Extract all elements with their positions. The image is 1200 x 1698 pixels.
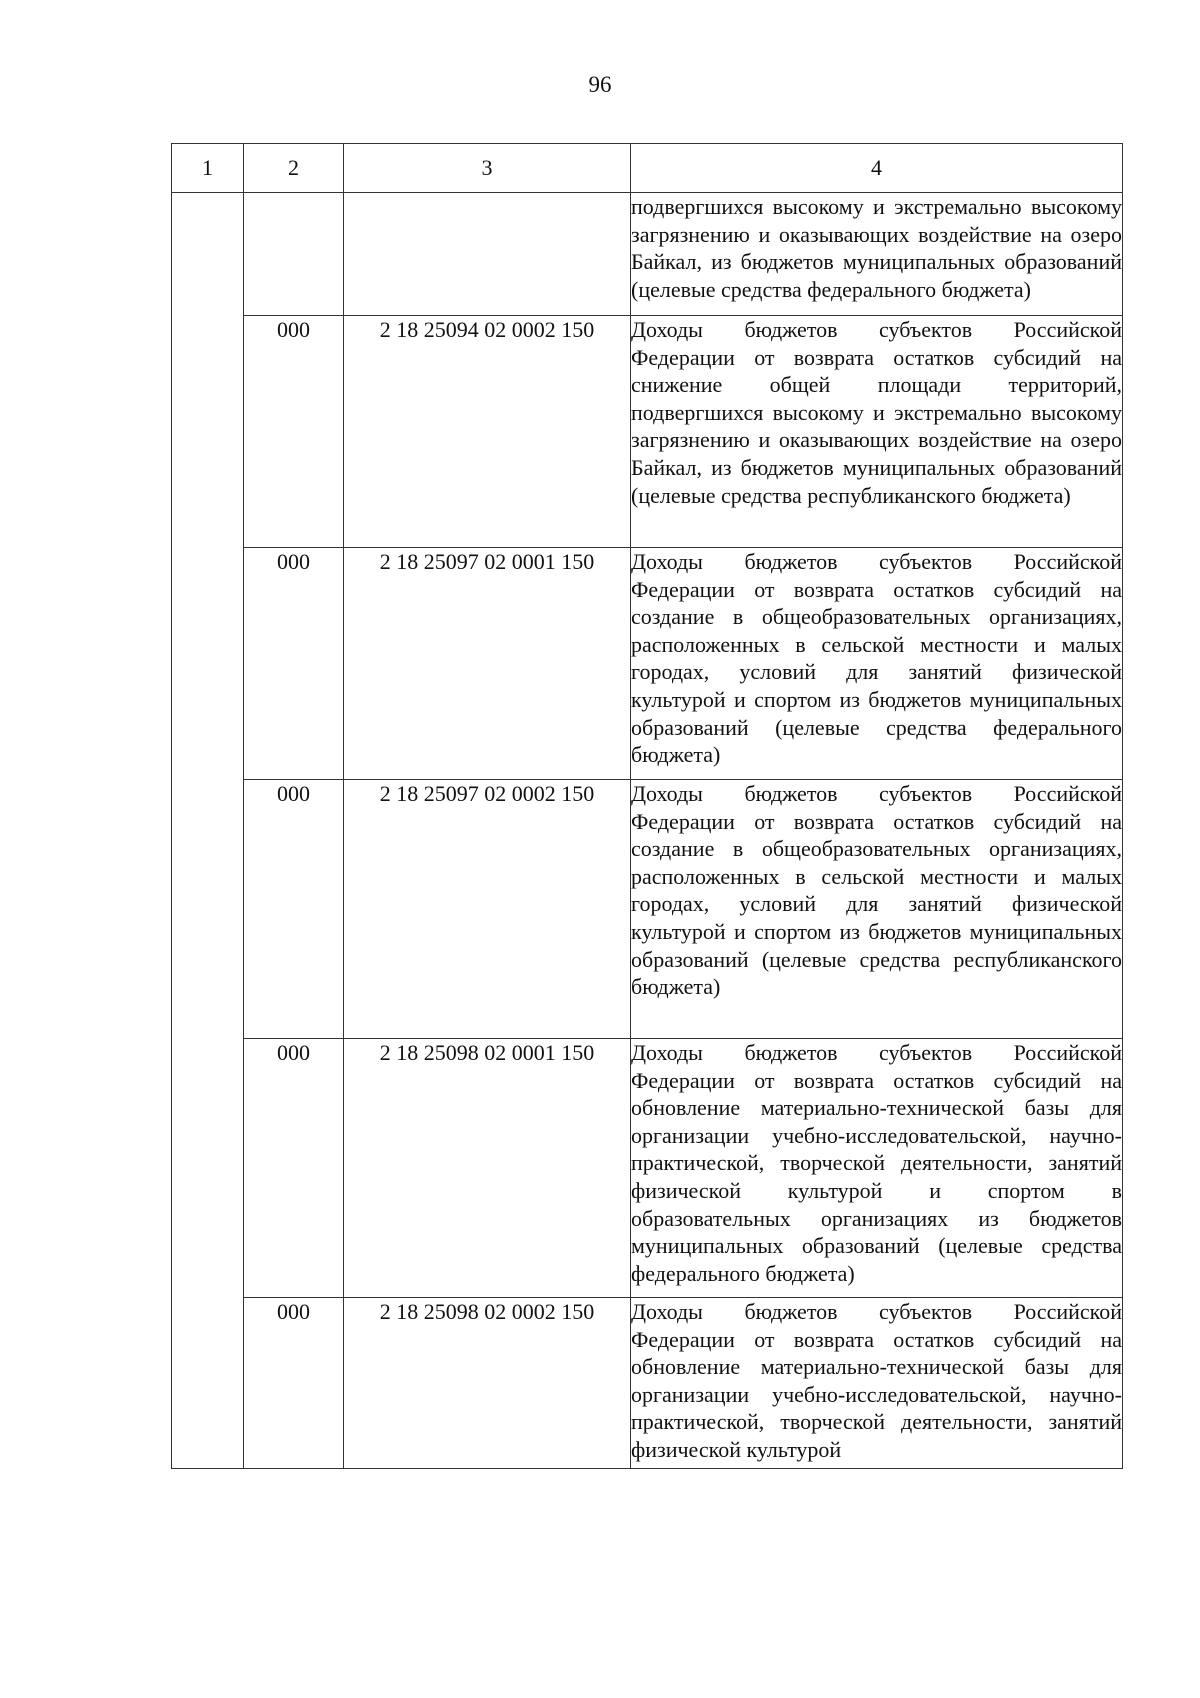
- revenue-code-cell: 2 18 25098 02 0001 150: [344, 1039, 631, 1298]
- table-row: [172, 780, 1123, 1039]
- revenue-description-cell: Доходы бюджетов субъектов Российской Федерации от возврата остатков субсидий на снижение общей площади территорий, подвергшихся высокому и экстремально высокому загрязнению и оказывающих воздействие на озеро Байкал, из бюджетов муниципальных образований (целевые средства республиканского бюджета): [631, 316, 1123, 548]
- revenue-description-cell: подвергшихся высокому и экстремально высокому загрязнению и оказывающих воздействие на озеро Байкал, из бюджетов муниципальных образований (целевые средства федерального бюджета): [631, 193, 1123, 316]
- table-row: [172, 1039, 1123, 1298]
- admin-code-cell: [244, 193, 344, 316]
- revenue-code-cell: 2 18 25098 02 0002 150: [344, 1298, 631, 1469]
- revenue-description-cell: Доходы бюджетов субъектов Российской Федерации от возврата остатков субсидий на обновление материально-технической базы для организации учебно-исследовательской, научно-практической, творческой деятельности, занятий физической культурой: [631, 1298, 1123, 1469]
- table-row: [172, 548, 1123, 780]
- header-col-4: 4: [631, 144, 1123, 193]
- revenue-description-cell: Доходы бюджетов субъектов Российской Федерации от возврата остатков субсидий на создание в общеобразовательных организациях, расположенных в сельской местности и малых городах, условий для занятий физической культурой и спортом из бюджетов муниципальных образований (целевые средства республиканского бюджета): [631, 780, 1123, 1039]
- admin-code-cell: 000: [244, 316, 344, 548]
- header-col-3: 3: [344, 144, 631, 193]
- admin-code-cell: 000: [244, 780, 344, 1039]
- table-row: [172, 316, 1123, 548]
- revenue-code-cell: 2 18 25097 02 0002 150: [344, 780, 631, 1039]
- revenue-code-cell: 2 18 25097 02 0001 150: [344, 548, 631, 780]
- header-col-1: 1: [172, 144, 244, 193]
- admin-code-cell: 000: [244, 548, 344, 780]
- admin-code-cell: 000: [244, 1039, 344, 1298]
- col-1-merged-cell: [172, 193, 244, 1469]
- table-header-row: [172, 144, 1123, 193]
- revenue-code-cell: 2 18 25094 02 0002 150: [344, 316, 631, 548]
- table-row: [172, 1298, 1123, 1469]
- revenue-code-cell: [344, 193, 631, 316]
- page-number: 96: [588, 72, 612, 97]
- revenue-description-cell: Доходы бюджетов субъектов Российской Федерации от возврата остатков субсидий на обновление материально-технической базы для организации учебно-исследовательской, научно-практической, творческой деятельности, занятий физической культурой и спортом в образовательных организациях из бюджетов муниципальных образований (целевые средства федерального бюджета): [631, 1039, 1123, 1298]
- header-col-2: 2: [244, 144, 344, 193]
- revenue-description-cell: Доходы бюджетов субъектов Российской Федерации от возврата остатков субсидий на создание в общеобразовательных организациях, расположенных в сельской местности и малых городах, условий для занятий физической культурой и спортом из бюджетов муниципальных образований (целевые средства федерального бюджета): [631, 548, 1123, 780]
- budget-revenue-table: [171, 143, 1123, 1469]
- admin-code-cell: 000: [244, 1298, 344, 1469]
- table-row: [172, 193, 1123, 316]
